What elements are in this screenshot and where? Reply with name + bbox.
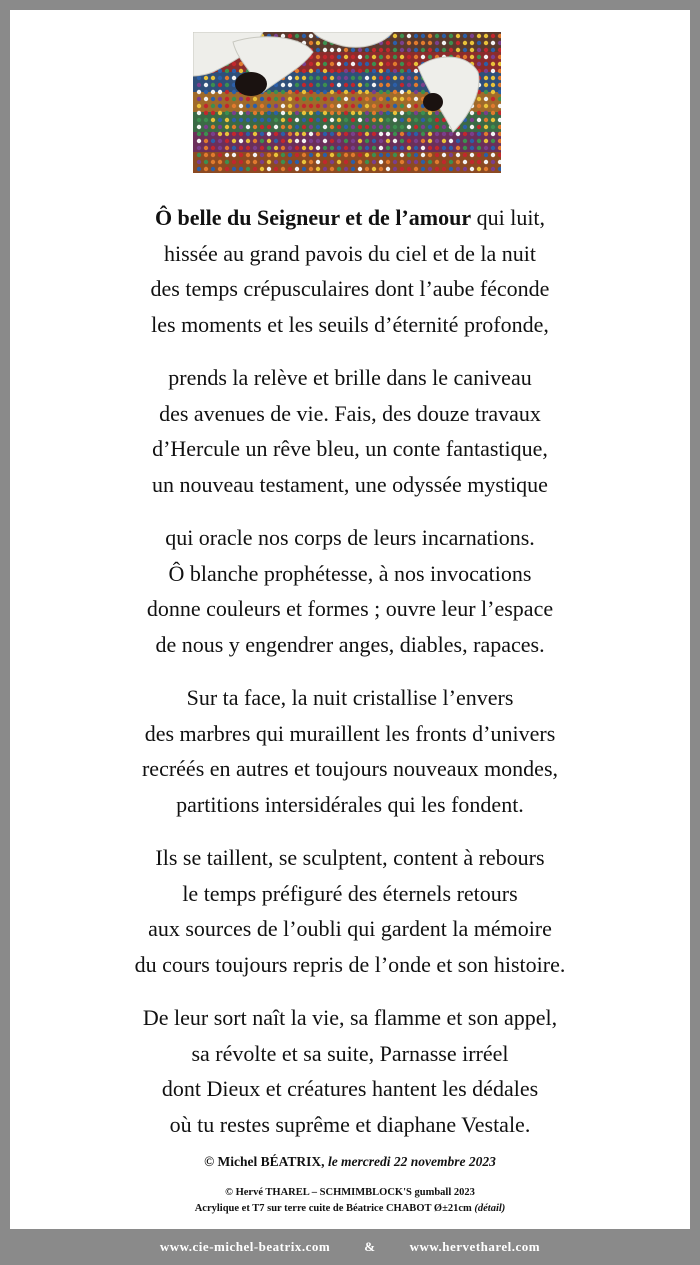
poem-line: De leur sort naît la vie, sa flamme et son appel,: [142, 1005, 558, 1030]
credits-line-2: [10, 1201, 690, 1217]
footer-separator: &: [364, 1239, 376, 1254]
poem-line: des avenues de vie. Fais, des douze travaux: [159, 400, 541, 426]
poem-line: de nous y engendrer anges, diables, rapaces.: [155, 631, 545, 657]
poem-line: Ô blanche prophétesse, à nos invocations: [168, 560, 532, 586]
poem-line: sa révolte et sa suite, Parnasse irréel: [191, 1040, 509, 1066]
poem-line: Sur ta face, la nuit cristallise l’envers: [186, 685, 514, 710]
poem: [10, 200, 690, 1160]
credits-detail: (détail): [474, 1202, 506, 1214]
artwork-credits: [10, 1185, 690, 1216]
copyright-author: © Michel BÉATRIX,: [204, 1154, 325, 1169]
copyright-line: [10, 1154, 690, 1170]
poem-line: Ils se taillent, se sculptent, content à rebours: [155, 845, 545, 870]
poem-line: d’Hercule un rêve bleu, un conte fantastique,: [152, 436, 548, 461]
stanza-6: [10, 1000, 690, 1142]
stanza-4: [10, 680, 690, 822]
credits-medium: Acrylique et T7 sur terre cuite de Béatrice CHABOT Ø±21cm: [194, 1202, 472, 1214]
painted-sculpture-detail-image: [193, 32, 501, 173]
footer-link-herve-tharel[interactable]: www.hervetharel.com: [409, 1239, 541, 1254]
poem-line: les moments et les seuils d’éternité profonde,: [151, 311, 549, 337]
footer-link-michel-beatrix[interactable]: www.cie-michel-beatrix.com: [159, 1239, 331, 1254]
poem-line: où tu restes suprême et diaphane Vestale.: [169, 1111, 531, 1137]
poem-line: le temps préfiguré des éternels retours: [182, 880, 518, 906]
poem-line: recréés en autres et toujours nouveaux mondes,: [141, 756, 559, 781]
poem-line: aux sources de l’oubli qui gardent la mémoire: [148, 916, 552, 941]
stanza-5: [10, 840, 690, 982]
poem-line: des marbres qui muraillent les fronts d’univers: [144, 720, 556, 746]
stanza-3: [10, 520, 690, 662]
poem-card: [10, 10, 690, 1229]
poem-lead-rest: qui luit,: [471, 205, 546, 230]
copyright-date: le mercredi 22 novembre 2023: [327, 1154, 496, 1169]
poem-line: hissée au grand pavois du ciel et de la nuit: [163, 240, 537, 266]
poem-line: partitions intersidérales qui les fondent.: [176, 791, 524, 817]
footer-links: [0, 1229, 700, 1265]
poem-line: des temps crépusculaires dont l’aube féconde: [150, 276, 550, 301]
poem-line: dont Dieux et créatures hantent les dédales: [161, 1076, 539, 1101]
credits-line-1: © Hervé THAREL – SCHMIMBLOCK'S gumball 2023: [225, 1187, 475, 1198]
stanza-1: [10, 200, 690, 342]
poem-line: [10, 200, 690, 236]
poem-line: du cours toujours repris de l’onde et son histoire.: [134, 951, 566, 977]
poem-line: qui oracle nos corps de leurs incarnations.: [165, 525, 535, 550]
poem-line: un nouveau testament, une odyssée mystique: [152, 471, 548, 497]
artwork-image: [193, 32, 501, 173]
stanza-2: [10, 360, 690, 502]
poem-line: donne couleurs et formes ; ouvre leur l’espace: [146, 596, 554, 621]
poem-line: prends la relève et brille dans le caniveau: [168, 365, 532, 390]
poem-lead-bold: Ô belle du Seigneur et de l’amour: [154, 205, 472, 230]
